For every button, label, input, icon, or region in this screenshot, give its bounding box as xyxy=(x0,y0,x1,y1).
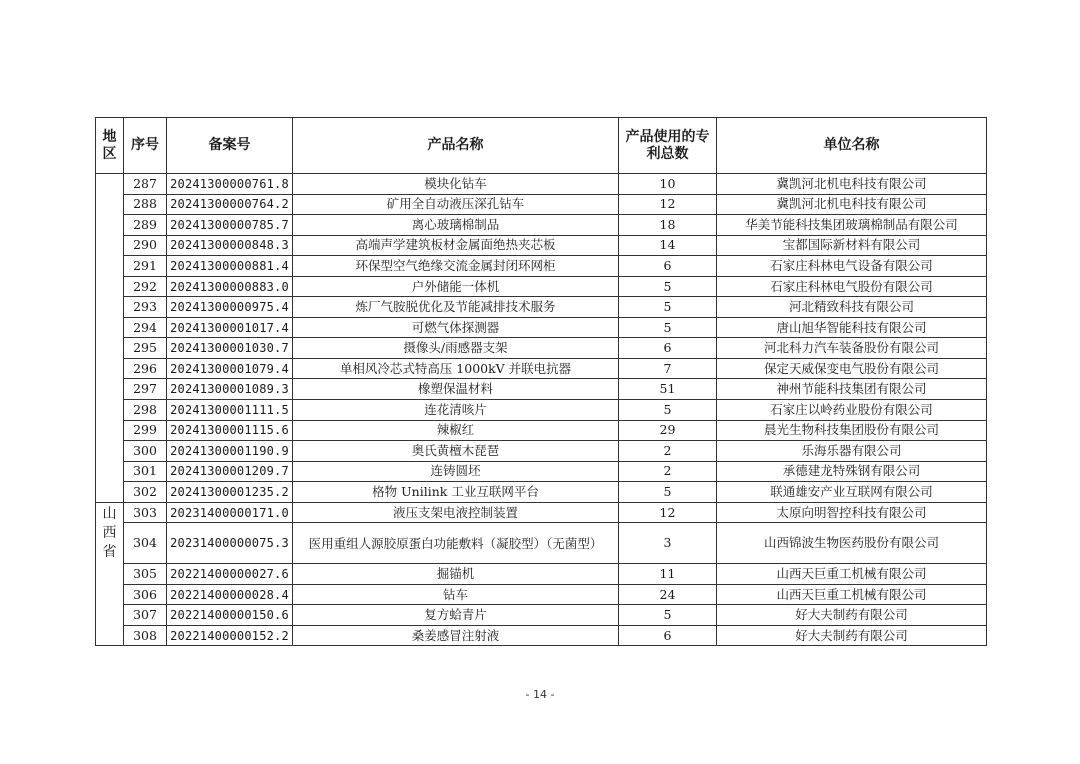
record-no-cell: 20241300001079.4 xyxy=(167,358,293,379)
company-name-cell: 冀凯河北机电科技有限公司 xyxy=(717,174,987,195)
company-name-cell: 好大夫制药有限公司 xyxy=(717,605,987,626)
company-name-cell: 山西天巨重工机械有限公司 xyxy=(717,584,987,605)
product-name-cell: 液压支架电液控制装置 xyxy=(293,502,619,523)
company-name-cell: 承德建龙特殊钢有限公司 xyxy=(717,461,987,482)
product-name-cell: 复方蛤青片 xyxy=(293,605,619,626)
product-name-cell: 钻车 xyxy=(293,584,619,605)
record-no-cell: 20241300001017.4 xyxy=(167,317,293,338)
patent-count-cell: 5 xyxy=(619,482,717,503)
seq-cell: 290 xyxy=(124,235,167,256)
seq-cell: 294 xyxy=(124,317,167,338)
company-name-cell: 河北精致科技有限公司 xyxy=(717,297,987,318)
patent-count-cell: 6 xyxy=(619,338,717,359)
header-patents: 产品使用的专利总数 xyxy=(619,118,717,174)
table-row xyxy=(96,358,987,379)
table-row xyxy=(96,461,987,482)
record-no-cell: 20241300001235.2 xyxy=(167,482,293,503)
company-name-cell: 石家庄科林电气股份有限公司 xyxy=(717,276,987,297)
record-no-cell: 20231400000075.3 xyxy=(167,523,293,564)
record-no-cell: 20241300001111.5 xyxy=(167,400,293,421)
record-no-cell: 20231400000171.0 xyxy=(167,502,293,523)
record-no-cell: 20241300000881.4 xyxy=(167,256,293,277)
record-no-cell: 20241300000761.8 xyxy=(167,174,293,195)
seq-cell: 293 xyxy=(124,297,167,318)
table-header-row xyxy=(96,118,987,174)
region-cell xyxy=(96,502,124,646)
table-row xyxy=(96,235,987,256)
product-name-cell: 奥氏黄檀木琵琶 xyxy=(293,441,619,462)
patent-count-cell: 2 xyxy=(619,441,717,462)
patent-product-table xyxy=(95,117,987,646)
table-row xyxy=(96,297,987,318)
company-name-cell: 唐山旭华智能科技有限公司 xyxy=(717,317,987,338)
product-name-cell: 矿用全自动液压深孔钻车 xyxy=(293,194,619,215)
product-name-cell: 医用重组人源胶原蛋白功能敷料（凝胶型）（无菌型） xyxy=(293,523,619,564)
product-name-cell: 高端声学建筑板材金属面绝热夹芯板 xyxy=(293,235,619,256)
record-no-cell: 20221400000027.6 xyxy=(167,564,293,585)
seq-cell: 308 xyxy=(124,625,167,646)
patent-count-cell: 29 xyxy=(619,420,717,441)
record-no-cell: 20241300001190.9 xyxy=(167,441,293,462)
product-name-cell: 掘锚机 xyxy=(293,564,619,585)
record-no-cell: 20221400000028.4 xyxy=(167,584,293,605)
page-number: - 14 - xyxy=(525,688,555,701)
patent-count-cell: 5 xyxy=(619,297,717,318)
seq-cell: 291 xyxy=(124,256,167,277)
product-name-cell: 可燃气体探测器 xyxy=(293,317,619,338)
company-name-cell: 山西锦波生物医药股份有限公司 xyxy=(717,523,987,564)
company-name-cell: 石家庄以岭药业股份有限公司 xyxy=(717,400,987,421)
company-name-cell: 宝都国际新材料有限公司 xyxy=(717,235,987,256)
region-label: 山西省 xyxy=(102,505,117,560)
company-name-cell: 联通雄安产业互联网有限公司 xyxy=(717,482,987,503)
table-row xyxy=(96,420,987,441)
table-row xyxy=(96,482,987,503)
seq-cell: 296 xyxy=(124,358,167,379)
table-row xyxy=(96,256,987,277)
record-no-cell: 20221400000150.6 xyxy=(167,605,293,626)
table-row xyxy=(96,605,987,626)
patent-count-cell: 2 xyxy=(619,461,717,482)
header-record-no: 备案号 xyxy=(167,118,293,174)
patent-count-cell: 5 xyxy=(619,400,717,421)
header-product: 产品名称 xyxy=(293,118,619,174)
company-name-cell: 冀凯河北机电科技有限公司 xyxy=(717,194,987,215)
record-no-cell: 20241300001030.7 xyxy=(167,338,293,359)
table-row xyxy=(96,441,987,462)
table-row xyxy=(96,400,987,421)
seq-cell: 300 xyxy=(124,441,167,462)
seq-cell: 306 xyxy=(124,584,167,605)
product-name-cell: 橡塑保温材料 xyxy=(293,379,619,400)
record-no-cell: 20241300000785.7 xyxy=(167,215,293,236)
patent-count-cell: 51 xyxy=(619,379,717,400)
patent-count-cell: 5 xyxy=(619,605,717,626)
company-name-cell: 太原向明智控科技有限公司 xyxy=(717,502,987,523)
table-row xyxy=(96,174,987,195)
table-row xyxy=(96,194,987,215)
seq-cell: 288 xyxy=(124,194,167,215)
seq-cell: 301 xyxy=(124,461,167,482)
patent-count-cell: 12 xyxy=(619,194,717,215)
record-no-cell: 20241300001115.6 xyxy=(167,420,293,441)
seq-cell: 302 xyxy=(124,482,167,503)
company-name-cell: 好大夫制药有限公司 xyxy=(717,625,987,646)
table-row xyxy=(96,502,987,523)
record-no-cell: 20241300001209.7 xyxy=(167,461,293,482)
patent-count-cell: 7 xyxy=(619,358,717,379)
company-name-cell: 神州节能科技集团有限公司 xyxy=(717,379,987,400)
product-name-cell: 连铸圆坯 xyxy=(293,461,619,482)
product-name-cell: 离心玻璃棉制品 xyxy=(293,215,619,236)
table-row xyxy=(96,584,987,605)
table-body xyxy=(96,174,987,646)
record-no-cell: 20241300000975.4 xyxy=(167,297,293,318)
seq-cell: 287 xyxy=(124,174,167,195)
product-name-cell: 环保型空气绝缘交流金属封闭环网柜 xyxy=(293,256,619,277)
company-name-cell: 山西天巨重工机械有限公司 xyxy=(717,564,987,585)
company-name-cell: 保定天威保变电气股份有限公司 xyxy=(717,358,987,379)
record-no-cell: 20241300000764.2 xyxy=(167,194,293,215)
company-name-cell: 石家庄科林电气设备有限公司 xyxy=(717,256,987,277)
company-name-cell: 晨光生物科技集团股份有限公司 xyxy=(717,420,987,441)
product-name-cell: 模块化钻车 xyxy=(293,174,619,195)
product-name-cell: 单相风冷芯式特高压 1000kV 并联电抗器 xyxy=(293,358,619,379)
seq-cell: 295 xyxy=(124,338,167,359)
header-region: 地区 xyxy=(96,118,124,174)
product-name-cell: 炼厂气胺脱优化及节能减排技术服务 xyxy=(293,297,619,318)
table-row xyxy=(96,564,987,585)
product-name-cell: 辣椒红 xyxy=(293,420,619,441)
header-company: 单位名称 xyxy=(717,118,987,174)
seq-cell: 292 xyxy=(124,276,167,297)
patent-count-cell: 6 xyxy=(619,256,717,277)
record-no-cell: 20221400000152.2 xyxy=(167,625,293,646)
patent-count-cell: 3 xyxy=(619,523,717,564)
seq-cell: 298 xyxy=(124,400,167,421)
patent-count-cell: 5 xyxy=(619,276,717,297)
patent-count-cell: 12 xyxy=(619,502,717,523)
seq-cell: 307 xyxy=(124,605,167,626)
seq-cell: 305 xyxy=(124,564,167,585)
product-name-cell: 格物 Unilink 工业互联网平台 xyxy=(293,482,619,503)
patent-count-cell: 10 xyxy=(619,174,717,195)
patent-count-cell: 6 xyxy=(619,625,717,646)
seq-cell: 297 xyxy=(124,379,167,400)
table-row xyxy=(96,215,987,236)
company-name-cell: 乐海乐器有限公司 xyxy=(717,441,987,462)
patent-count-cell: 18 xyxy=(619,215,717,236)
seq-cell: 289 xyxy=(124,215,167,236)
table-row xyxy=(96,317,987,338)
table-row xyxy=(96,523,987,564)
product-name-cell: 户外储能一体机 xyxy=(293,276,619,297)
record-no-cell: 20241300000883.0 xyxy=(167,276,293,297)
table-row xyxy=(96,379,987,400)
patent-count-cell: 11 xyxy=(619,564,717,585)
company-name-cell: 河北科力汽车装备股份有限公司 xyxy=(717,338,987,359)
patent-count-cell: 24 xyxy=(619,584,717,605)
product-name-cell: 桑姜感冒注射液 xyxy=(293,625,619,646)
product-name-cell: 连花清咳片 xyxy=(293,400,619,421)
patent-count-cell: 14 xyxy=(619,235,717,256)
seq-cell: 304 xyxy=(124,523,167,564)
table-row xyxy=(96,276,987,297)
product-name-cell: 摄像头/雨感器支架 xyxy=(293,338,619,359)
table-row xyxy=(96,625,987,646)
table-row xyxy=(96,338,987,359)
region-cell xyxy=(96,174,124,503)
company-name-cell: 华美节能科技集团玻璃棉制品有限公司 xyxy=(717,215,987,236)
seq-cell: 303 xyxy=(124,502,167,523)
record-no-cell: 20241300000848.3 xyxy=(167,235,293,256)
seq-cell: 299 xyxy=(124,420,167,441)
patent-count-cell: 5 xyxy=(619,317,717,338)
record-no-cell: 20241300001089.3 xyxy=(167,379,293,400)
header-seq: 序号 xyxy=(124,118,167,174)
